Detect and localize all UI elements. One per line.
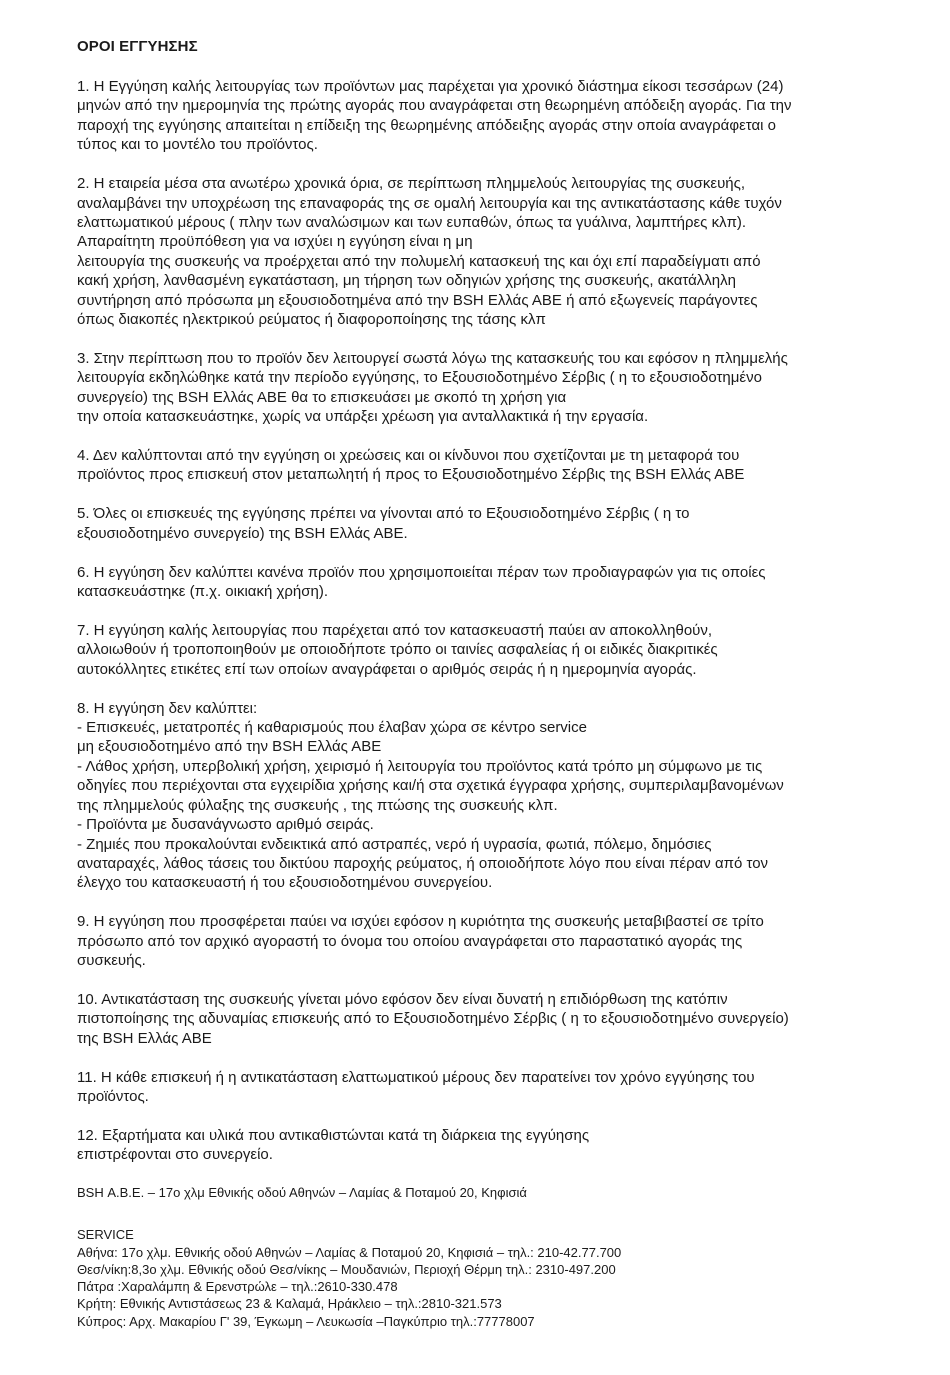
clause-line: 7. Η εγγύηση καλής λειτουργίας που παρέχεται από τον κατασκευαστή παύει αν αποκολληθούν, <box>77 621 713 639</box>
clause-line: 8. Η εγγύηση δεν καλύπτει: <box>77 699 258 717</box>
clause-line: 12. Εξαρτήματα και υλικά που αντικαθιστώνται κατά τη διάρκεια της εγγύησης <box>77 1126 590 1144</box>
clause-line: τύπος και το μοντέλο του προϊόντος. <box>77 136 318 154</box>
clause-line: αναλαμβάνει την υποχρέωση της επαναφοράς της σε ομαλή λειτουργία και της αντικατάστασης κάθε τυχόν <box>77 194 782 212</box>
warranty-document <box>77 37 897 1330</box>
clause-line: παροχή της εγγύησης απαιτείται η επίδειξη της θεωρημένης απόδειξης αγοράς στην οποία αναγράφεται ο <box>77 116 776 134</box>
clause-line: λειτουργία εκδηλώθηκε κατά την περίοδο εγγύησης, το Εξουσιοδοτημένο Σέρβις ( η το εξουσιοδοτημένο <box>77 369 762 387</box>
clause-line: όπως διακοπές ηλεκτρικού ρεύματος ή διαφοροποίησης της τάσης κλπ <box>77 310 546 328</box>
service-heading: SERVICE <box>77 1227 134 1243</box>
clause-line: - Προϊόντα με δυσανάγνωστο αριθμό σειράς. <box>77 816 374 834</box>
clause-line: προϊόντος. <box>77 1088 149 1106</box>
service-line-crete: Κρήτη: Εθνικής Αντιστάσεως 23 & Καλαμά, Ηράκλειο – τηλ.:2810-321.573 <box>77 1296 502 1312</box>
clause-line: της πλημμελούς φύλαξης της συσκευής , της πτώσης της συσκευής κλπ. <box>77 796 558 814</box>
company-address: BSH Α.Β.Ε. – 17ο χλμ Εθνικής οδού Αθηνών – Λαμίας & Ποταμού 20, Κηφισιά <box>77 1185 527 1201</box>
clause-6 <box>77 563 897 602</box>
clause-line: συντήρηση από πρόσωπα μη εξουσιοδοτημένα από την BSH Ελλάς ΑΒΕ ή από εξωγενείς παράγοντες <box>77 291 758 309</box>
clause-12 <box>77 1126 897 1165</box>
clause-line: αλλοιωθούν ή τροποποιηθούν με οποιοδήποτε τρόπο οι ταινίες ασφαλείας ή οι ειδικές διακριτικές <box>77 641 718 659</box>
clause-line: - Ζημιές που προκαλούνται ενδεικτικά από αστραπές, νερό ή υγρασία, φωτιά, πόλεμο, δημόσιες <box>77 835 712 853</box>
clause-line: οδηγίες που περιέχονται στα εγχειρίδια χρήσης και/ή στα σχετικά έγγραφα χρήσης, συμπεριλαμβανομένων <box>77 777 784 795</box>
clause-line: αυτοκόλλητες ετικέτες επί των οποίων αναγράφεται ο αριθμός σειράς ή η ημερομηνία αγοράς. <box>77 660 697 678</box>
clause-line: 11. Η κάθε επισκευή ή η αντικατάσταση ελαττωματικού μέρους δεν παρατείνει τον χρόνο εγγύησης του <box>77 1068 755 1086</box>
clause-7 <box>77 621 897 679</box>
clause-line: έλεγχο του κατασκευαστή ή του εξουσιοδοτημένου συνεργείου. <box>77 874 493 892</box>
clause-line: Απαραίτητη προϋπόθεση για να ισχύει η εγγύηση είναι η μη <box>77 233 473 251</box>
clause-11 <box>77 1068 897 1107</box>
clause-line: 10. Αντικατάσταση της συσκευής γίνεται μόνο εφόσον δεν είναι δυνατή η επιδιόρθωση της κατόπιν <box>77 990 728 1008</box>
document-title: ΟΡΟΙ ΕΓΓΥΗΣΗΣ <box>77 38 198 55</box>
clause-line: εξουσιοδοτημένο συνεργείο) της BSH Ελλάς ΑΒΕ. <box>77 524 408 542</box>
clause-line: της BSH Ελλάς ΑΒΕ <box>77 1029 212 1047</box>
clause-line: προϊόντος προς επισκευή στον μεταπωλητή ή προς το Εξουσιοδοτημένο Σέρβις της BSH Ελλάς ΑΒΕ <box>77 466 745 484</box>
clause-line: 4. Δεν καλύπτονται από την εγγύηση οι χρεώσεις και οι κίνδυνοι που σχετίζονται με τη μεταφορά του <box>77 447 740 464</box>
clause-3 <box>77 349 897 427</box>
clause-line: την οποία κατασκευάστηκε, χωρίς να υπάρξει χρέωση για ανταλλακτικά ή την εργασία. <box>77 408 649 426</box>
clause-line: μηνών από την ημερομηνία της πρώτης αγοράς που αναγράφεται στη θεωρημένη απόδειξη αγοράς. Για την <box>77 97 792 115</box>
clause-line: ελαττωματικού μέρους ( πλην των αναλώσιμων και των ευπαθών, όπως τα γυάλινα, λαμπτήρες κλπ). <box>77 213 747 231</box>
clause-5 <box>77 504 897 543</box>
clause-line: 2. Η εταιρεία μέσα στα ανωτέρω χρονικά όρια, σε περίπτωση πλημμελούς λειτουργίας της συσκευής, <box>77 175 746 193</box>
clause-line: συνεργείο) της BSH Ελλάς ΑΒΕ θα το επισκευάσει με σκοπό τη χρήση για <box>77 388 567 406</box>
clause-line: επιστρέφονται στο συνεργείο. <box>77 1146 273 1164</box>
service-contacts <box>77 1226 897 1330</box>
clause-line: κατασκευάστηκε (π.χ. οικιακή χρήση). <box>77 583 328 601</box>
clause-line: μη εξουσιοδοτημένο από την BSH Ελλάς ΑΒΕ <box>77 738 382 756</box>
service-line-athens: Αθήνα: 17ο χλμ. Εθνικής οδού Αθηνών – Λαμίας & Ποταμού 20, Κηφισιά – τηλ.: 210-42.77.700 <box>77 1244 622 1260</box>
clause-line: συσκευής. <box>77 952 146 970</box>
clause-line: πιστοποίησης της αδυναμίας επισκευής από το Εξουσιοδοτημένο Σέρβις ( η το εξουσιοδοτημένο συνεργείο) <box>77 1010 789 1028</box>
service-line-thessaloniki: Θεσ/νίκη:8,3ο χλμ. Εθνικής οδού Θεσ/νίκης – Μουδανιών, Περιοχή Θέρμη τηλ.: 2310-497.200 <box>77 1261 616 1277</box>
clause-line: 6. Η εγγύηση δεν καλύπτει κανένα προϊόν που χρησιμοποιείται πέραν των προδιαγραφών για τις οποίες <box>77 563 766 581</box>
clause-10 <box>77 990 897 1048</box>
clause-line: κακή χρήση, λανθασμένη εγκατάσταση, μη τήρηση των οδηγιών χρήσης της συσκευής, ακατάλληλη <box>77 272 736 290</box>
service-line-cyprus: Κύπρος: Αρχ. Μακαρίου Γ' 39, Έγκωμη – Λευκωσία –Παγκύπριο τηλ.:77778007 <box>77 1313 535 1329</box>
clause-line: 3. Στην περίπτωση που το προϊόν δεν λειτουργεί σωστά λόγω της κατασκευής του και εφόσον η πλημμελής <box>77 349 788 367</box>
clause-line: 1. Η Εγγύηση καλής λειτουργίας των προϊόντων μας παρέχεται για χρονικό διάστημα είκοσι τεσσάρων (24) <box>77 78 784 95</box>
clause-1 <box>77 77 897 155</box>
clause-line: - Λάθος χρήση, υπερβολική χρήση, χειρισμό ή λειτουργία του προϊόντος κατά τρόπο μη σύμφωνο με τις <box>77 757 763 775</box>
clause-line: 5. Όλες οι επισκευές της εγγύησης πρέπει να γίνονται από το Εξουσιοδοτημένο Σέρβις ( η το <box>77 505 690 523</box>
service-line-patra: Πάτρα :Χαραλάμπη & Ερενστρώλε – τηλ.:2610-330.478 <box>77 1279 398 1295</box>
clause-line: λειτουργία της συσκευής να προέρχεται από την πολυμελή κατασκευή της και όχι επί παραδείγματι από <box>77 252 761 270</box>
clause-8 <box>77 699 897 893</box>
clause-9 <box>77 912 897 970</box>
clause-4 <box>77 446 897 485</box>
clause-line: αναταραχές, λάθος τάσεις του δικτύου παροχής ρεύματος, ή οποιοδήποτε λόγο που είναι πέραν από τον <box>77 854 769 872</box>
clause-line: 9. Η εγγύηση που προσφέρεται παύει να ισχύει εφόσον η κυριότητα της συσκευής μεταβιβαστεί σε τρίτο <box>77 913 764 931</box>
clause-line: - Επισκευές, μετατροπές ή καθαρισμούς που έλαβαν χώρα σε κέντρο service <box>77 719 587 737</box>
clause-line: πρόσωπο από τον αρχικό αγοραστή το όνομα του οποίου αναγράφεται στο παραστατικό αγοράς της <box>77 932 743 950</box>
clause-2 <box>77 174 897 329</box>
